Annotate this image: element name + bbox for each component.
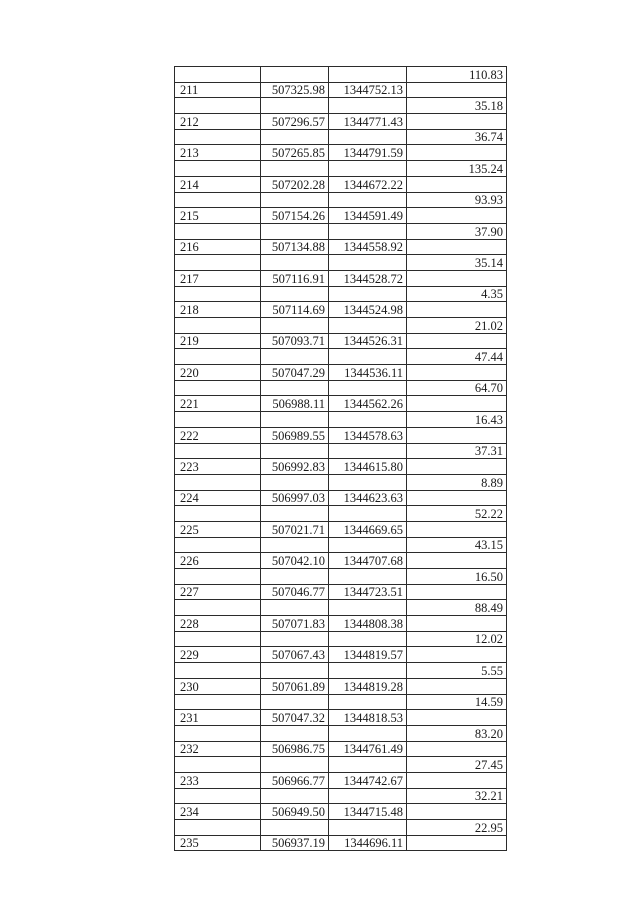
- y-coordinate-cell: [329, 631, 407, 647]
- y-coordinate-cell: 1344526.31: [329, 333, 407, 349]
- point-id-cell: [175, 318, 261, 334]
- point-id-cell: [175, 161, 261, 177]
- distance-cell: 14.59: [407, 694, 507, 710]
- coordinate-table: [174, 66, 507, 851]
- point-row: [175, 710, 507, 726]
- y-coordinate-cell: [329, 349, 407, 365]
- y-coordinate-cell: [329, 474, 407, 490]
- y-coordinate-cell: [329, 757, 407, 773]
- distance-row: [175, 788, 507, 804]
- point-id-cell: 228: [175, 616, 261, 632]
- y-coordinate-cell: 1344707.68: [329, 553, 407, 569]
- distance-cell: 8.89: [407, 474, 507, 490]
- x-coordinate-cell: 507047.32: [261, 710, 329, 726]
- y-coordinate-cell: [329, 600, 407, 616]
- x-coordinate-cell: 506986.75: [261, 741, 329, 757]
- point-row: [175, 396, 507, 412]
- y-coordinate-cell: [329, 820, 407, 836]
- y-coordinate-cell: 1344528.72: [329, 270, 407, 286]
- point-id-cell: 225: [175, 521, 261, 537]
- y-coordinate-cell: 1344578.63: [329, 427, 407, 443]
- point-id-cell: [175, 349, 261, 365]
- x-coordinate-cell: [261, 631, 329, 647]
- distance-cell: 27.45: [407, 757, 507, 773]
- distance-cell: 43.15: [407, 537, 507, 553]
- point-row: [175, 270, 507, 286]
- y-coordinate-cell: [329, 223, 407, 239]
- point-id-cell: [175, 725, 261, 741]
- distance-row: [175, 192, 507, 208]
- distance-cell: [407, 490, 507, 506]
- x-coordinate-cell: [261, 161, 329, 177]
- point-id-cell: 216: [175, 239, 261, 255]
- x-coordinate-cell: [261, 67, 329, 83]
- point-row: [175, 741, 507, 757]
- point-id-cell: 222: [175, 427, 261, 443]
- y-coordinate-cell: 1344723.51: [329, 584, 407, 600]
- point-id-cell: 224: [175, 490, 261, 506]
- distance-row: [175, 286, 507, 302]
- point-id-cell: [175, 694, 261, 710]
- point-id-cell: [175, 380, 261, 396]
- point-row: [175, 804, 507, 820]
- point-id-cell: [175, 443, 261, 459]
- distance-cell: 35.14: [407, 255, 507, 271]
- point-id-cell: 219: [175, 333, 261, 349]
- distance-cell: [407, 710, 507, 726]
- distance-cell: [407, 553, 507, 569]
- x-coordinate-cell: [261, 318, 329, 334]
- distance-cell: 16.50: [407, 569, 507, 585]
- distance-cell: [407, 616, 507, 632]
- distance-cell: [407, 741, 507, 757]
- point-row: [175, 616, 507, 632]
- x-coordinate-cell: [261, 537, 329, 553]
- point-id-cell: [175, 569, 261, 585]
- y-coordinate-cell: 1344752.13: [329, 82, 407, 98]
- distance-row: [175, 569, 507, 585]
- x-coordinate-cell: 506992.83: [261, 459, 329, 475]
- y-coordinate-cell: [329, 663, 407, 679]
- point-id-cell: 212: [175, 114, 261, 130]
- point-id-cell: [175, 788, 261, 804]
- y-coordinate-cell: [329, 98, 407, 114]
- point-row: [175, 114, 507, 130]
- distance-row: [175, 318, 507, 334]
- point-row: [175, 365, 507, 381]
- point-row: [175, 521, 507, 537]
- distance-cell: [407, 804, 507, 820]
- x-coordinate-cell: [261, 286, 329, 302]
- distance-row: [175, 663, 507, 679]
- distance-row: [175, 255, 507, 271]
- distance-cell: 32.21: [407, 788, 507, 804]
- distance-cell: [407, 239, 507, 255]
- x-coordinate-cell: 507134.88: [261, 239, 329, 255]
- point-id-cell: 230: [175, 678, 261, 694]
- x-coordinate-cell: [261, 694, 329, 710]
- point-id-cell: [175, 757, 261, 773]
- x-coordinate-cell: 507021.71: [261, 521, 329, 537]
- x-coordinate-cell: 507202.28: [261, 176, 329, 192]
- x-coordinate-cell: [261, 192, 329, 208]
- distance-row: [175, 443, 507, 459]
- point-id-cell: 221: [175, 396, 261, 412]
- x-coordinate-cell: 507114.69: [261, 302, 329, 318]
- distance-cell: [407, 772, 507, 788]
- point-id-cell: [175, 474, 261, 490]
- distance-cell: [407, 835, 507, 851]
- point-id-cell: 218: [175, 302, 261, 318]
- point-id-cell: 227: [175, 584, 261, 600]
- distance-cell: 22.95: [407, 820, 507, 836]
- point-id-cell: 214: [175, 176, 261, 192]
- distance-cell: 5.55: [407, 663, 507, 679]
- distance-cell: [407, 459, 507, 475]
- distance-cell: [407, 270, 507, 286]
- y-coordinate-cell: [329, 380, 407, 396]
- x-coordinate-cell: [261, 788, 329, 804]
- point-id-cell: 232: [175, 741, 261, 757]
- distance-cell: [407, 365, 507, 381]
- distance-cell: [407, 145, 507, 161]
- point-row: [175, 208, 507, 224]
- x-coordinate-cell: 506989.55: [261, 427, 329, 443]
- distance-cell: [407, 82, 507, 98]
- x-coordinate-cell: [261, 223, 329, 239]
- distance-row: [175, 412, 507, 428]
- point-id-cell: 229: [175, 647, 261, 663]
- x-coordinate-cell: [261, 129, 329, 145]
- y-coordinate-cell: [329, 318, 407, 334]
- distance-cell: 21.02: [407, 318, 507, 334]
- distance-cell: 135.24: [407, 161, 507, 177]
- distance-cell: [407, 647, 507, 663]
- x-coordinate-cell: [261, 600, 329, 616]
- point-row: [175, 302, 507, 318]
- x-coordinate-cell: [261, 725, 329, 741]
- y-coordinate-cell: 1344623.63: [329, 490, 407, 506]
- x-coordinate-cell: 507325.98: [261, 82, 329, 98]
- point-id-cell: 235: [175, 835, 261, 851]
- x-coordinate-cell: [261, 255, 329, 271]
- distance-row: [175, 349, 507, 365]
- x-coordinate-cell: [261, 506, 329, 522]
- y-coordinate-cell: 1344696.11: [329, 835, 407, 851]
- distance-cell: [407, 176, 507, 192]
- point-row: [175, 835, 507, 851]
- distance-cell: [407, 396, 507, 412]
- distance-cell: 37.31: [407, 443, 507, 459]
- point-id-cell: 234: [175, 804, 261, 820]
- point-id-cell: 233: [175, 772, 261, 788]
- y-coordinate-cell: 1344669.65: [329, 521, 407, 537]
- point-row: [175, 145, 507, 161]
- distance-row: [175, 725, 507, 741]
- y-coordinate-cell: [329, 788, 407, 804]
- point-row: [175, 678, 507, 694]
- y-coordinate-cell: 1344819.28: [329, 678, 407, 694]
- point-id-cell: 213: [175, 145, 261, 161]
- x-coordinate-cell: [261, 757, 329, 773]
- x-coordinate-cell: [261, 349, 329, 365]
- point-id-cell: [175, 820, 261, 836]
- distance-cell: 35.18: [407, 98, 507, 114]
- distance-row: [175, 380, 507, 396]
- x-coordinate-cell: [261, 443, 329, 459]
- distance-row: [175, 820, 507, 836]
- y-coordinate-cell: [329, 569, 407, 585]
- distance-cell: 12.02: [407, 631, 507, 647]
- coordinate-table-body: [175, 67, 507, 851]
- y-coordinate-cell: [329, 537, 407, 553]
- distance-row: [175, 506, 507, 522]
- distance-row: [175, 537, 507, 553]
- distance-row: [175, 600, 507, 616]
- point-row: [175, 490, 507, 506]
- distance-row: [175, 161, 507, 177]
- x-coordinate-cell: 507042.10: [261, 553, 329, 569]
- x-coordinate-cell: [261, 663, 329, 679]
- distance-cell: [407, 427, 507, 443]
- distance-cell: [407, 114, 507, 130]
- distance-cell: [407, 584, 507, 600]
- point-id-cell: [175, 600, 261, 616]
- distance-cell: 16.43: [407, 412, 507, 428]
- y-coordinate-cell: 1344791.59: [329, 145, 407, 161]
- y-coordinate-cell: [329, 725, 407, 741]
- point-id-cell: 220: [175, 365, 261, 381]
- x-coordinate-cell: 506997.03: [261, 490, 329, 506]
- distance-cell: 52.22: [407, 506, 507, 522]
- distance-cell: 64.70: [407, 380, 507, 396]
- x-coordinate-cell: 507047.29: [261, 365, 329, 381]
- distance-row: [175, 474, 507, 490]
- x-coordinate-cell: 506966.77: [261, 772, 329, 788]
- distance-row: [175, 757, 507, 773]
- x-coordinate-cell: 507296.57: [261, 114, 329, 130]
- point-row: [175, 553, 507, 569]
- point-row: [175, 427, 507, 443]
- x-coordinate-cell: 507046.77: [261, 584, 329, 600]
- x-coordinate-cell: 506988.11: [261, 396, 329, 412]
- distance-row: [175, 223, 507, 239]
- y-coordinate-cell: 1344808.38: [329, 616, 407, 632]
- y-coordinate-cell: [329, 161, 407, 177]
- point-id-cell: 211: [175, 82, 261, 98]
- point-row: [175, 584, 507, 600]
- point-row: [175, 333, 507, 349]
- y-coordinate-cell: [329, 129, 407, 145]
- distance-cell: [407, 208, 507, 224]
- point-id-cell: [175, 663, 261, 679]
- y-coordinate-cell: [329, 412, 407, 428]
- y-coordinate-cell: 1344615.80: [329, 459, 407, 475]
- distance-cell: [407, 333, 507, 349]
- x-coordinate-cell: [261, 820, 329, 836]
- distance-row: [175, 694, 507, 710]
- y-coordinate-cell: 1344818.53: [329, 710, 407, 726]
- distance-row: [175, 98, 507, 114]
- point-id-cell: 223: [175, 459, 261, 475]
- y-coordinate-cell: [329, 694, 407, 710]
- x-coordinate-cell: 507093.71: [261, 333, 329, 349]
- point-id-cell: [175, 192, 261, 208]
- x-coordinate-cell: 507071.83: [261, 616, 329, 632]
- y-coordinate-cell: [329, 443, 407, 459]
- distance-cell: [407, 678, 507, 694]
- y-coordinate-cell: 1344536.11: [329, 365, 407, 381]
- point-row: [175, 647, 507, 663]
- y-coordinate-cell: [329, 67, 407, 83]
- point-id-cell: [175, 506, 261, 522]
- x-coordinate-cell: [261, 98, 329, 114]
- point-id-cell: [175, 223, 261, 239]
- x-coordinate-cell: 506949.50: [261, 804, 329, 820]
- y-coordinate-cell: [329, 286, 407, 302]
- x-coordinate-cell: [261, 569, 329, 585]
- distance-cell: 83.20: [407, 725, 507, 741]
- x-coordinate-cell: 506937.19: [261, 835, 329, 851]
- point-id-cell: [175, 631, 261, 647]
- x-coordinate-cell: [261, 412, 329, 428]
- distance-cell: 47.44: [407, 349, 507, 365]
- y-coordinate-cell: 1344591.49: [329, 208, 407, 224]
- distance-row: [175, 67, 507, 83]
- distance-cell: 110.83: [407, 67, 507, 83]
- x-coordinate-cell: 507265.85: [261, 145, 329, 161]
- point-id-cell: [175, 98, 261, 114]
- point-row: [175, 459, 507, 475]
- x-coordinate-cell: 507061.89: [261, 678, 329, 694]
- y-coordinate-cell: 1344562.26: [329, 396, 407, 412]
- point-id-cell: 226: [175, 553, 261, 569]
- y-coordinate-cell: 1344819.57: [329, 647, 407, 663]
- point-id-cell: 215: [175, 208, 261, 224]
- distance-row: [175, 631, 507, 647]
- point-id-cell: [175, 286, 261, 302]
- point-row: [175, 772, 507, 788]
- distance-row: [175, 129, 507, 145]
- point-id-cell: [175, 412, 261, 428]
- x-coordinate-cell: [261, 474, 329, 490]
- x-coordinate-cell: 507116.91: [261, 270, 329, 286]
- point-id-cell: [175, 67, 261, 83]
- y-coordinate-cell: [329, 192, 407, 208]
- distance-cell: 4.35: [407, 286, 507, 302]
- x-coordinate-cell: 507154.26: [261, 208, 329, 224]
- y-coordinate-cell: 1344715.48: [329, 804, 407, 820]
- y-coordinate-cell: [329, 506, 407, 522]
- point-id-cell: 217: [175, 270, 261, 286]
- y-coordinate-cell: 1344742.67: [329, 772, 407, 788]
- point-id-cell: [175, 537, 261, 553]
- y-coordinate-cell: 1344524.98: [329, 302, 407, 318]
- y-coordinate-cell: 1344771.43: [329, 114, 407, 130]
- distance-cell: 36.74: [407, 129, 507, 145]
- point-id-cell: [175, 255, 261, 271]
- x-coordinate-cell: [261, 380, 329, 396]
- y-coordinate-cell: [329, 255, 407, 271]
- distance-cell: 93.93: [407, 192, 507, 208]
- point-row: [175, 176, 507, 192]
- y-coordinate-cell: 1344761.49: [329, 741, 407, 757]
- distance-cell: 37.90: [407, 223, 507, 239]
- distance-cell: [407, 302, 507, 318]
- point-id-cell: 231: [175, 710, 261, 726]
- point-id-cell: [175, 129, 261, 145]
- y-coordinate-cell: 1344672.22: [329, 176, 407, 192]
- point-row: [175, 82, 507, 98]
- x-coordinate-cell: 507067.43: [261, 647, 329, 663]
- point-row: [175, 239, 507, 255]
- distance-cell: [407, 521, 507, 537]
- distance-cell: 88.49: [407, 600, 507, 616]
- y-coordinate-cell: 1344558.92: [329, 239, 407, 255]
